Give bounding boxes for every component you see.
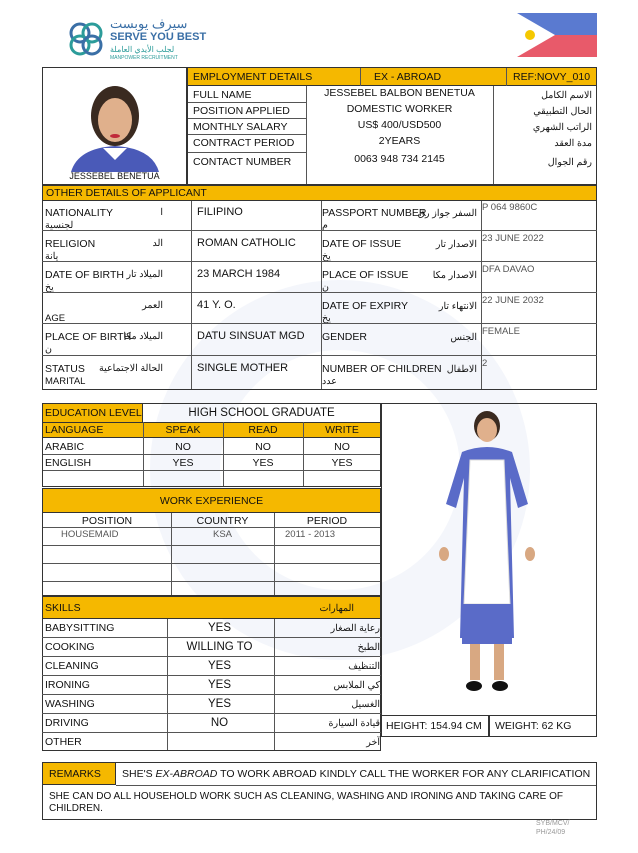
employment-type: EX - ABROAD <box>374 71 442 83</box>
skills-title: SKILLS <box>45 602 81 614</box>
position-header: POSITION <box>81 515 133 527</box>
logo-text-en: SERVE YOU BEST <box>110 31 207 43</box>
detail-label: PLACE OF BIRTH <box>45 331 132 343</box>
remarks-label: REMARKS <box>43 763 116 785</box>
employment-title: EMPLOYMENT DETAILS <box>193 71 313 83</box>
detail-label-ar: الاطفال <box>446 364 477 375</box>
skill-name: OTHER <box>45 736 82 748</box>
logo-sub-ar: لجلب الأيدي العاملة <box>110 45 175 54</box>
skill-name-ar: قيادة السيارة <box>328 718 380 729</box>
education-label: EDUCATION LEVEL <box>45 407 142 419</box>
skill-name: BABYSITTING <box>45 622 115 634</box>
employment-details-table: EMPLOYMENT DETAILS EX - ABROAD REF:NOVY_010 FULL NAME JESSEBEL BALBON BENETUA الاسم الكامل POSITION APPLIED DOMESTIC WORKER الحال التطبيقي MONTHLY SALARY US$ 400/USD500 الراتب الشهري CONTRACT PERIOD 2YEARS مدة العقد CONTACT NUMBER 0063 948 734 2145 رقم الجوال <box>187 67 597 185</box>
detail-label: RELIGION <box>45 238 96 250</box>
reference-number: REF:NOVY_010 <box>513 71 591 83</box>
detail-label-ar: الميلاد تار <box>126 269 163 280</box>
detail-value: 23 MARCH 1984 <box>197 268 281 280</box>
remarks-headline: SHE'S EX-ABROAD TO WORK ABROAD KINDLY CALL THE WORKER FOR ANY CLARIFICATION <box>122 768 591 780</box>
row-divider <box>42 675 381 676</box>
detail-label-ar-2: AGE <box>45 313 66 324</box>
detail-label-ar-2: عدد <box>322 376 337 387</box>
row-divider <box>42 230 597 231</box>
skill-name: COOKING <box>45 641 95 653</box>
detail-label: DATE OF EXPIRY <box>322 300 408 312</box>
height-value: HEIGHT: 154.94 CM <box>386 720 482 732</box>
read-header: READ <box>248 424 278 436</box>
row-divider <box>42 694 381 695</box>
detail-label-ar: ا <box>160 207 163 218</box>
skill-value: NO <box>210 717 229 729</box>
education-value: HIGH SCHOOL GRADUATE <box>188 407 335 419</box>
detail-value: FEMALE <box>482 326 521 337</box>
philippines-flag-icon <box>517 13 597 57</box>
detail-value: 23 JUNE 2022 <box>482 233 544 244</box>
full-body-photo-box <box>381 403 597 737</box>
detail-label-ar: الاصدار تار <box>435 239 477 250</box>
detail-value: FILIPINO <box>197 206 243 218</box>
detail-label: PASSPORT NUMBER <box>322 207 427 219</box>
row-divider <box>42 732 381 733</box>
skill-name: DRIVING <box>45 717 89 729</box>
weight-value: WEIGHT: 62 KG <box>495 720 572 732</box>
detail-label: STATUS <box>45 363 85 375</box>
detail-label-ar-2: ن <box>322 282 329 293</box>
detail-label-ar: العمر <box>142 300 163 311</box>
row-divider <box>42 656 381 657</box>
work-experience-table: WORK EXPERIENCE POSITION COUNTRY PERIOD HOUSEMAID KSA 2011 - 2013 <box>42 488 381 596</box>
row-divider <box>42 355 597 356</box>
detail-value: 41 Y. O. <box>197 299 236 311</box>
detail-label-ar: الد <box>152 238 163 249</box>
education-language-table: EDUCATION LEVEL HIGH SCHOOL GRADUATE LANGUAGE SPEAK READ WRITE ARABIC NO NO NO ENGLISH YES YES YES <box>42 403 381 487</box>
detail-value: 2 <box>482 358 488 369</box>
skill-value: YES <box>207 622 231 634</box>
detail-value: ROMAN CATHOLIC <box>197 237 296 249</box>
detail-label-ar: السفر جواز رق <box>417 208 477 219</box>
row-divider <box>42 713 381 714</box>
skill-value: YES <box>207 679 231 691</box>
detail-label-ar: الحالة الاجتماعية <box>99 363 163 374</box>
detail-label-ar: الانتهاء تار <box>438 301 477 312</box>
detail-value: DFA DAVAO <box>482 264 535 275</box>
detail-label: DATE OF ISSUE <box>322 238 402 250</box>
detail-label-ar: الجنس <box>450 332 477 343</box>
row-divider <box>42 323 597 324</box>
detail-label: GENDER <box>322 331 367 343</box>
detail-label: DATE OF BIRTH <box>45 269 124 281</box>
skill-name: CLEANING <box>45 660 99 672</box>
skill-name-ar: كي الملابس <box>333 680 380 691</box>
write-header: WRITE <box>325 424 359 436</box>
detail-value: 22 JUNE 2032 <box>482 295 544 306</box>
period-header: PERIOD <box>306 515 348 527</box>
detail-label-ar-2: يانة <box>45 251 59 262</box>
detail-value: P 064 9860C <box>482 202 538 213</box>
skill-name-ar: رعاية الصغار <box>330 623 380 634</box>
skill-name-ar: التنظيف <box>348 661 380 672</box>
language-header: LANGUAGE <box>45 424 104 436</box>
footer-code: SYB/MCV/ <box>536 820 570 827</box>
skill-name-ar: آخر <box>366 737 380 748</box>
skill-value: WILLING TO <box>186 641 253 653</box>
detail-label-ar-2: يخ <box>322 313 331 324</box>
skill-name: IRONING <box>45 679 90 691</box>
logo-knot-icon <box>66 19 106 59</box>
row-divider <box>42 261 597 262</box>
skill-name-ar: الغسيل <box>351 699 380 710</box>
remarks-body: SHE CAN DO ALL HOUSEHOLD WORK SUCH AS CLEANING, WASHING AND IRONING AND TAKING CARE OF CHILDREN. <box>49 791 563 814</box>
detail-label: NATIONALITY <box>45 207 114 219</box>
remarks-box <box>42 762 597 820</box>
skill-name-ar: الطبخ <box>357 642 380 653</box>
skill-value: YES <box>207 660 231 672</box>
detail-label: NUMBER OF CHILDREN <box>322 363 442 375</box>
logo-text-ar: سيرف يوبست <box>110 16 188 31</box>
country-header: COUNTRY <box>196 515 249 527</box>
detail-label-ar-2: لجنسية <box>45 220 74 231</box>
detail-label-ar: الميلاد مكا <box>123 331 163 342</box>
photo-caption-name: JESSEBEL BENETUA <box>69 171 160 182</box>
skills-title-ar: المهارات <box>319 603 354 614</box>
full-body-portrait <box>382 404 596 736</box>
applicant-portrait <box>43 68 186 172</box>
detail-label-ar-2: يخ <box>322 251 331 262</box>
company-logo <box>66 14 236 64</box>
detail-label-ar-2: ن <box>45 344 52 355</box>
detail-value: SINGLE MOTHER <box>197 362 289 374</box>
footer-code-2: PH/24/09 <box>536 829 566 836</box>
detail-label-ar: الاصدار مكا <box>432 270 477 281</box>
applicant-photo-box <box>42 67 187 185</box>
detail-label: PLACE OF ISSUE <box>322 269 409 281</box>
row-divider <box>42 637 381 638</box>
skill-name: WASHING <box>45 698 95 710</box>
detail-value: DATU SINSUAT MGD <box>197 330 305 342</box>
row-divider <box>42 292 597 293</box>
speak-header: SPEAK <box>165 424 201 436</box>
logo-sub-en: MANPOWER RECRUITMENT <box>110 55 178 61</box>
detail-label-ar-2: MARITAL <box>45 376 86 387</box>
skill-value: YES <box>207 698 231 710</box>
detail-label-ar-2: م <box>322 220 328 231</box>
other-details-title: OTHER DETAILS OF APPLICANT <box>46 187 207 199</box>
work-experience-title: WORK EXPERIENCE <box>43 489 380 513</box>
detail-label-ar-2: يخ <box>45 282 54 293</box>
